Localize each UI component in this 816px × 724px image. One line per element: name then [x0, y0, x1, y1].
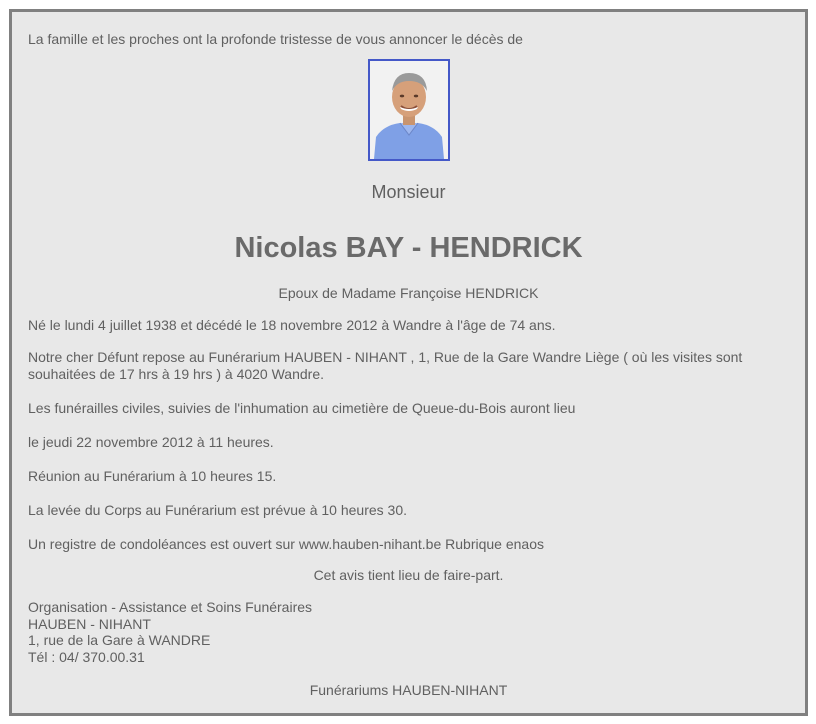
meeting-text: Réunion au Funérarium à 10 heures 15.: [28, 468, 277, 484]
obituary-card: [9, 9, 808, 716]
portrait-photo: [368, 59, 450, 161]
spouse-line: Epoux de Madame Françoise HENDRICK: [278, 285, 539, 301]
organisation-address: 1, rue de la Gare à WANDRE: [28, 632, 211, 648]
honorific: Monsieur: [371, 182, 446, 202]
resting-place-text: Notre cher Défunt repose au Funérarium HAUBEN - NIHANT , 1, Rue de la Gare Wandre Liège ( où les visites sont souhaitées de 17 hrs à 19 hrs ) à 4020 Wandre.: [28, 349, 743, 382]
intro-text: La famille et les proches ont la profonde tristesse de vous annoncer le décès de: [28, 31, 523, 47]
organisation-phone: Tél : 04/ 370.00.31: [28, 648, 145, 665]
notice-text: Cet avis tient lieu de faire-part.: [313, 567, 504, 583]
organisation-line: Organisation - Assistance et Soins Funéraires: [28, 599, 313, 615]
organisation-block: [28, 599, 312, 665]
deceased-name: Nicolas BAY - HENDRICK: [234, 232, 583, 264]
departure-text: La levée du Corps au Funérarium est prévue à 10 heures 30.: [28, 502, 408, 518]
birth-death-line: Né le lundi 4 juillet 1938 et décédé le 18 novembre 2012 à Wandre à l'âge de 74 ans.: [28, 317, 556, 333]
funeral-text: Les funérailles civiles, suivies de l'inhumation au cimetière de Queue-du-Bois auront lieu: [28, 400, 576, 416]
condolence-register-text: Un registre de condoléances est ouvert sur www.hauben-nihant.be Rubrique enaos: [28, 536, 544, 552]
footer-text: Funérariums HAUBEN-NIHANT: [309, 682, 508, 698]
portrait-icon: [370, 61, 448, 159]
organisation-name: HAUBEN - NIHANT: [28, 615, 151, 632]
funeral-date: le jeudi 22 novembre 2012 à 11 heures.: [28, 434, 274, 450]
